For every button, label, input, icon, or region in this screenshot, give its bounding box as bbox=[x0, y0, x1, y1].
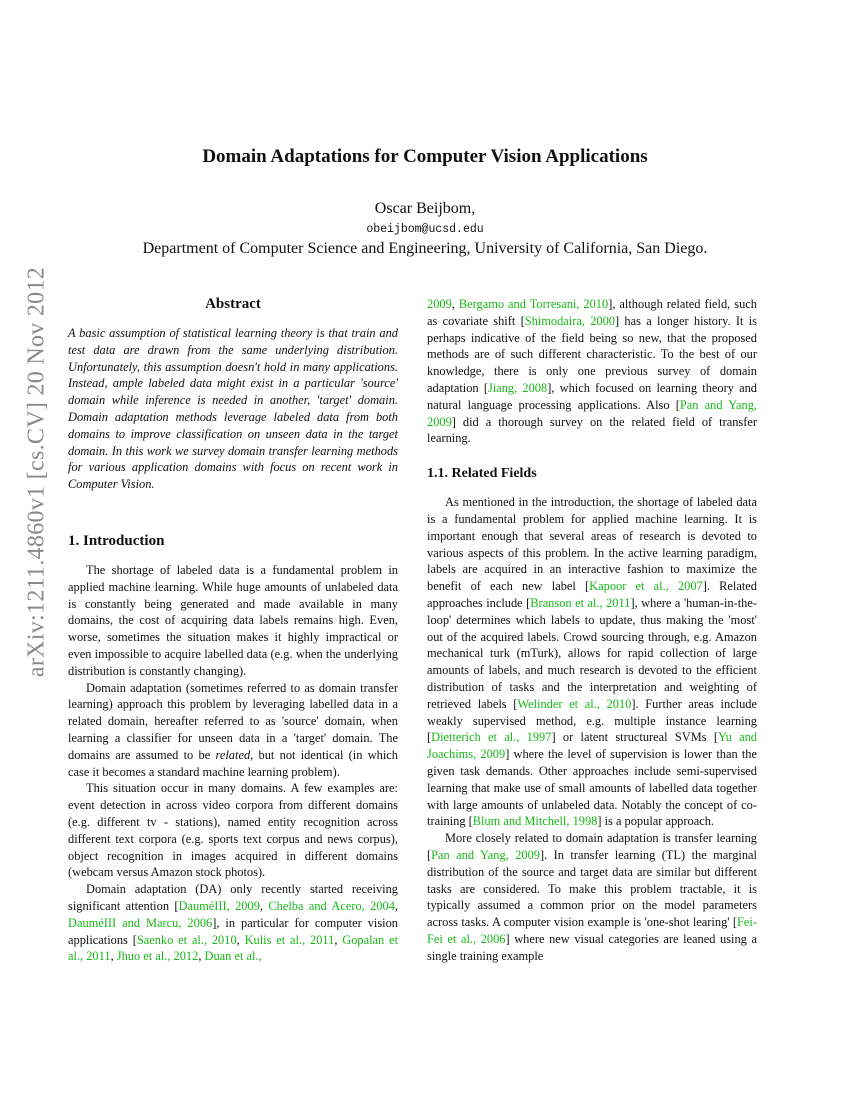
citation-link[interactable]: Chelba and Acero, 2004 bbox=[268, 898, 395, 913]
arxiv-identifier: arXiv:1211.4860v1 [cs.CV] 20 Nov 2012 bbox=[23, 266, 50, 678]
citation-link[interactable]: Kapoor et al., 2007 bbox=[589, 579, 703, 594]
related-paragraph-2: More closely related to domain adaptation is transfer learning [Pan and Yang, 2009]. In transfer learning (TL) the marginal distribution of the source and target data are similar but different tasks are considered. To make this problem tractable, it is typically assumed a common prior on the model parameters across tasks. A computer vision example is 'one-shot learing' [Fei-Fei et al., 2006] where new visual categories are leaned using a single training example bbox=[427, 831, 757, 963]
citation-link[interactable]: Welinder et al., 2010 bbox=[517, 696, 632, 711]
intro-paragraph-3: This situation occur in many domains. A few examples are: event detection in across video corpora from different domains (e.g. different tv - stations), named entity recognition across different text corpora (e.g. sports text corpus and news corpus), object recognition in images acquired in different domains (webcam versus Amazon stock photos). bbox=[68, 781, 398, 880]
intro-paragraph-1: The shortage of labeled data is a fundamental problem in applied machine learning. While huge amounts of unlabeled data is constantly being generated and made available in many domains, the cost of acquiring data labels remains high. Even, worse, sometimes the situation makes it highly impractical or even impossible to acquire labelled data (e.g. when the underlying distribution is constantly changing). bbox=[68, 562, 398, 678]
right-column bbox=[427, 296, 757, 964]
citation-link[interactable]: Pan and Yang, 2009 bbox=[431, 847, 540, 862]
citation-link[interactable]: Yu and Joachims, 2009 bbox=[427, 730, 757, 762]
citation-link[interactable]: 2009 bbox=[427, 297, 452, 311]
paper-title: Domain Adaptations for Computer Vision Applications bbox=[202, 146, 648, 167]
intro-paragraph-2: Domain adaptation (sometimes referred to as domain transfer learning) approach this problem by leveraging labelled data in a related domain, hereafter referred to as 'source' domain, when learning a classifier for unseen data in a 'target' domain. The domains are assumed to be related, but not identical (in which case it becomes a standard machine learning problem). bbox=[68, 680, 398, 779]
left-column bbox=[68, 296, 398, 965]
related-paragraph-1: As mentioned in the introduction, the shortage of labeled data is a fundamental problem for applied machine learning. It is important enough that several areas of research is devoted to various aspects of this problem. In the active learning paradigm, labels are acquired in an interactive fashion to maximize the benefit of each new label [Kapoor et al., 2007]. Related approaches include [Branson et al., 2011], where a 'human-in-the-loop' determines which labels to update, thus making the 'most' out of the acquired labels. Crowd sourcing through, e.g. Amazon mechanical turk (mTurk), allows for rapid collection of large amounts of labels, and much research is devoted to the efficient distribution of tasks and the interpretation and weighting of retrieved labels [Welinder et al., 2010]. Further areas include weakly supervised method, e.g. multiple instance learning [Dietterich et al., 1997] or latent structureal SVMs [Yu and Joachims, 2009] where the level of supervision is lower than the given task demands. Other approaches include semi-supervised learning that make use of small amounts of labelled data together with large amounts of unlabeled data. Notably the concept of co-training [Blum and Mitchell, 1998] is a popular approach. bbox=[427, 495, 758, 829]
right-paragraph-1: 2009, Bergamo and Torresani, 2010], although related field, such as covariate shift [Shimodaira, 2000] has a longer history. It is perhaps indicative of the field being so new, that the proposed methods are of such different characteristic. To the best of our knowledge, there is only one previous survey of domain adaptation [Jiang, 2008], which focused on learning theory and natural language processing applications. Also [Pan and Yang, 2009] did a thorough survey on the related field of transfer learning. bbox=[427, 297, 758, 446]
citation-link[interactable]: Jiang, 2008 bbox=[487, 380, 548, 395]
intro-paragraph-4: Domain adaptation (DA) only recently started receiving significant attention [DauméIII, 2009, Chelba and Acero, 2004, DauméIII and Marcu, 2006], in particular for computer vision applications [Saenko et al., 2010, Kulis et al., 2011, Gopalan et al., 2011, Jhuo et al., 2012, Duan et al., bbox=[68, 882, 399, 964]
citation-link[interactable]: Pan and Yang, 2009 bbox=[427, 397, 757, 429]
citation-link[interactable]: Shimodaira, 2000 bbox=[524, 313, 615, 328]
citation-link[interactable]: Duan et al., bbox=[204, 949, 262, 964]
section-heading-introduction: 1. Introduction bbox=[68, 532, 165, 549]
citation-link[interactable]: Jhuo et al., 2012 bbox=[116, 949, 199, 964]
abstract-text: A basic assumption of statistical learning theory is that train and test data are drawn from the same underlying distribution. Unfortunately, this assumption doesn't hold in many applications. Instead, ample labeled data might exist in a particular 'source' domain while inference is needed in another, 'target' domain. Domain adaptation methods leverage labeled data from both domains to improve classification on unseen data in the target domain. In this work we survey domain transfer learning methods for various application domains with focus on recent work in Computer Vision. bbox=[68, 326, 398, 492]
citation-link[interactable]: DauméIII and Marcu, 2006 bbox=[68, 915, 213, 930]
author-email: obeijbom@ucsd.edu bbox=[366, 223, 484, 236]
citation-link[interactable]: Dietterich et al., 1997 bbox=[431, 730, 552, 745]
author-name: Oscar Beijbom, bbox=[374, 200, 476, 217]
citation-link[interactable]: Fei-Fei et al., 2006 bbox=[427, 915, 757, 946]
section-heading-related-fields: 1.1. Related Fields bbox=[427, 466, 537, 482]
citation-link[interactable]: Kulis et al., 2011 bbox=[244, 932, 335, 947]
citation-link[interactable]: Branson et al., 2011 bbox=[530, 595, 631, 610]
citation-link[interactable]: Bergamo and Torresani, 2010 bbox=[458, 297, 609, 311]
author-affiliation: Department of Computer Science and Engineering, University of California, San Diego. bbox=[142, 240, 708, 257]
citation-link[interactable]: DauméIII, 2009 bbox=[178, 898, 260, 913]
citation-link[interactable]: Gopalan et al., 2011 bbox=[68, 932, 399, 964]
citation-link[interactable]: Blum and Mitchell, 1998 bbox=[472, 814, 598, 829]
abstract-heading: Abstract bbox=[205, 296, 261, 312]
citation-link[interactable]: Saenko et al., 2010 bbox=[136, 932, 237, 947]
